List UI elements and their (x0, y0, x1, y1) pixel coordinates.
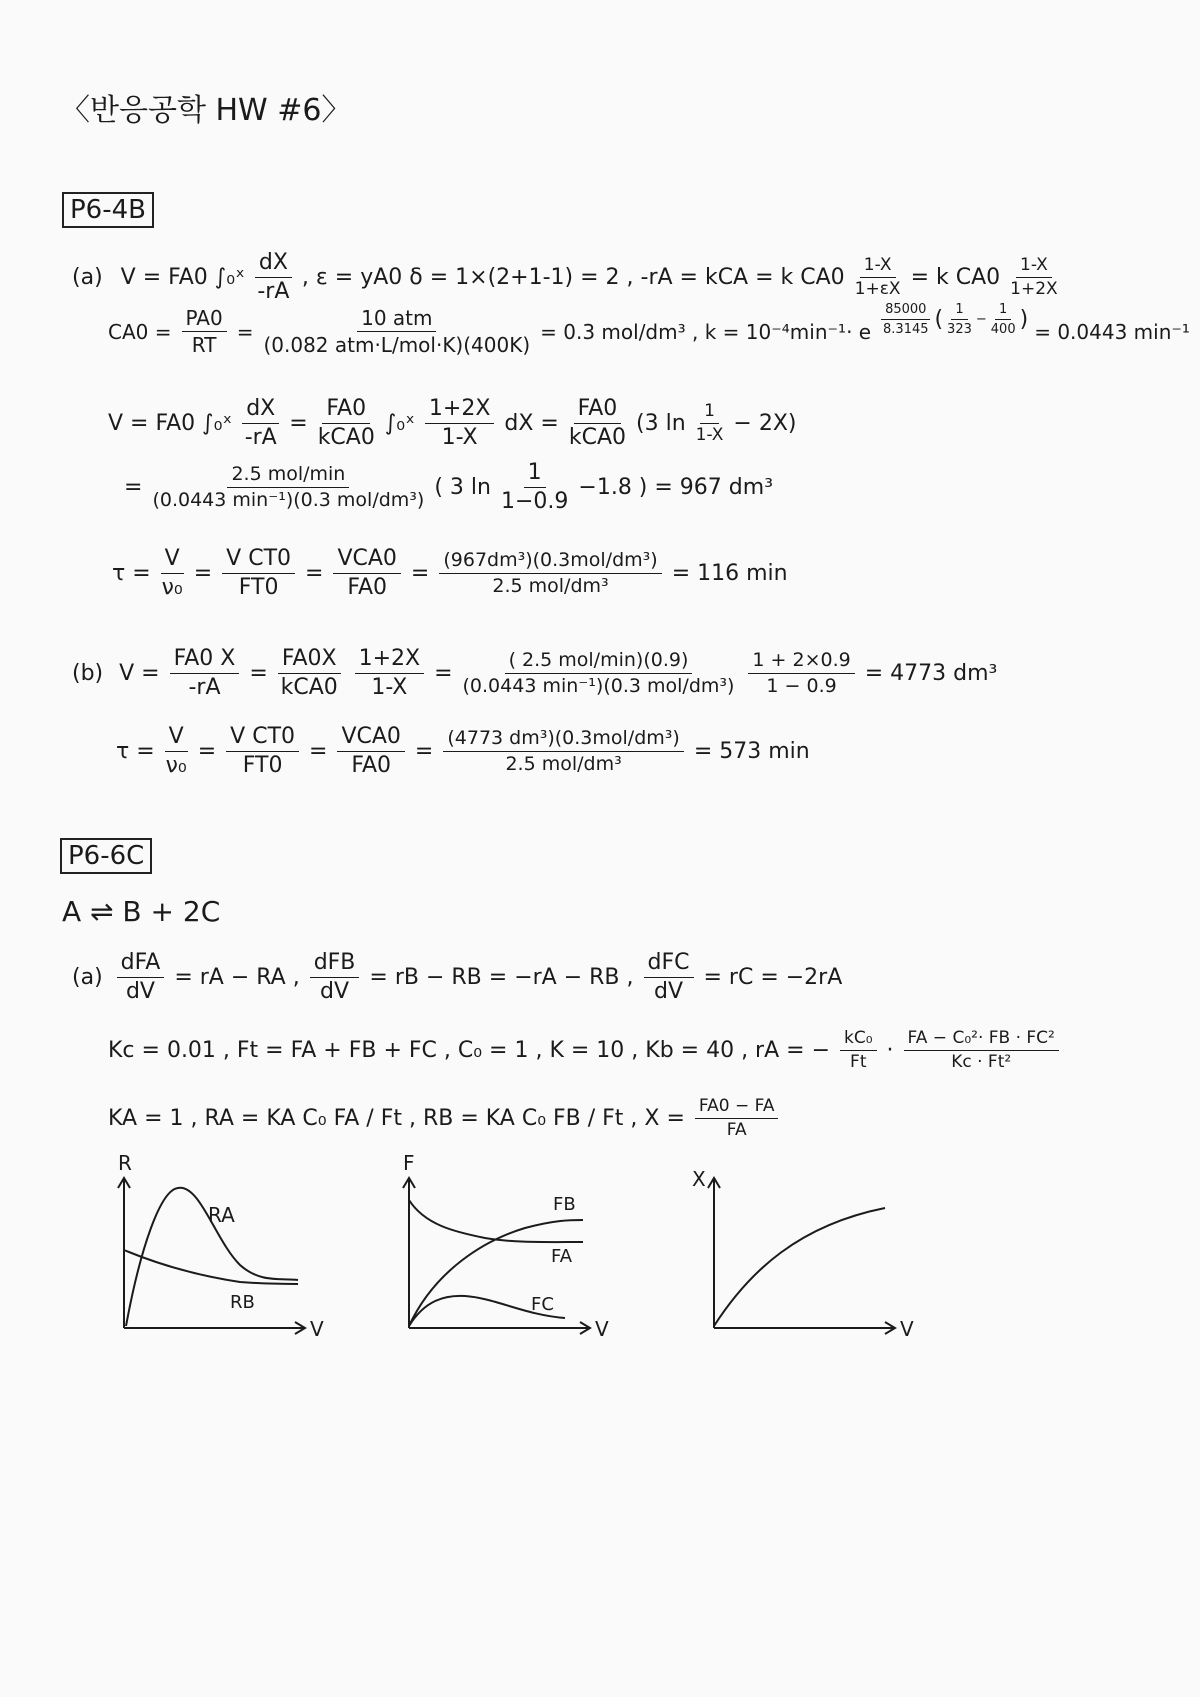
fraction: $\frac{\text{(4773 dm³)(0.3mol/dm³)}}{\text{2.5 mol/dm³}}$ (443, 729, 683, 774)
part-label: (a) (72, 964, 103, 990)
fraction: $\frac{\text{dFA}}{dV}$ (117, 952, 165, 1003)
fraction: $\frac{PA0}{RT}$ (182, 308, 227, 355)
p64a-line4: = $\frac{\text{2.5 mol/min}}{\text{(0.0443 min⁻¹)(0.3 mol/dm³)}}$ ( 3 ln $\frac{1}{1-0.9}$ −1.8 ) = 967 dm³ (124, 460, 774, 514)
curve-x (714, 1208, 885, 1326)
fraction: $\frac{\text{V CT0}}{FT0}$ (226, 726, 299, 777)
fraction: $\frac{\text{(967dm³)(0.3mol/dm³)}}{\text{2.5 mol/dm³}}$ (439, 551, 661, 596)
fraction: $\frac{\text{2.5 mol/min}}{\text{(0.0443 min⁻¹)(0.3 mol/dm³)}}$ (152, 463, 425, 511)
epsilon-expression: , ε = yA0 δ = 1×(2+1-1) = 2 , -rA = kCA = k CA0 (301, 264, 845, 290)
tau-result: = 573 min (693, 738, 810, 764)
p64a-line3: V = FA0 ∫₀ˣ $\frac{dX}{-rA}$ = $\frac{FA0}{\text{kCA0}}$ ∫₀ˣ $\frac{1+2X}{1-X}$ dX = $\frac{FA0}{\text{kCA0}}$ (3 ln $\frac{1}{1-X}$ − 2X) (108, 396, 797, 450)
graph-x-vs-v (690, 1150, 930, 1350)
curve-label-fa: FA (551, 1246, 573, 1267)
fraction: $\frac{dX}{-rA}$ (242, 398, 279, 449)
fraction: $\frac{1 + 2\times 0.9}{1 - 0.9}$ (748, 651, 854, 696)
fraction: $\frac{\text{( 2.5 mol/min)(0.9)}}{\text{(0.0443 min⁻¹)(0.3 mol/dm³)}}$ (462, 649, 735, 697)
x-axis-label: V (900, 1317, 914, 1341)
x-axis-label: V (310, 1317, 324, 1341)
tau-result: = 116 min (671, 560, 788, 586)
ca0-value-and-k: = 0.3 mol/dm³ , k = 10⁻⁴min⁻¹· e (540, 319, 872, 344)
fraction: $\frac{\text{VCA0}}{FA0}$ (333, 548, 400, 599)
volume-result: −1.8 ) = 967 dm³ (578, 474, 774, 500)
fraction: $\frac{FA0}{\text{kCA0}}$ (568, 396, 627, 450)
reaction-equation: A ⇌ B + 2C (62, 895, 221, 928)
problem-label-p6-4b: P6-4B (62, 192, 154, 228)
fraction: $\frac{FA0X}{\text{kCA0}}$ (278, 648, 341, 699)
p64b-line1: (b) V = $\frac{FA0 X}{-rA}$ = $\frac{FA0X}{\text{kCA0}}$ $\frac{1+2X}{1-X}$ = $\frac{\text{( 2.5 mol/min)(0.9)}}{\text{(0.0443 min⁻¹)(0.3 mol/dm³)}}$ $\frac{1 + 2\times 0.9}{1 - 0.9}$ = 4773 dm³ (72, 646, 998, 700)
graph-f-vs-v (385, 1150, 625, 1350)
fraction: $\frac{85000}{8.3145}$ (883, 302, 929, 337)
curve-label-fc: FC (531, 1294, 554, 1315)
x-axis-label: V (595, 1317, 609, 1341)
fraction: $\frac{dX}{-rA}$ (255, 252, 292, 303)
equals-text: = (236, 319, 254, 344)
p64b-line2: τ = $\frac{V}{\text{ν₀}}$ = $\frac{\text{V CT0}}{FT0}$ = $\frac{\text{VCA0}}{FA0}$ = $\frac{\text{(4773 dm³)(0.3mol/dm³)}}{\text{2.5 mol/dm³}}$ = 573 min (116, 724, 810, 778)
fraction: $\frac{1}{1-X}$ (695, 401, 724, 445)
fraction: $\frac{\text{FA − C₀²· FB · FC²}}{\text{Kc · Ft²}}$ (904, 1030, 1059, 1071)
fraction: $\frac{FA0 - FA}{FA}$ (695, 1098, 779, 1139)
rate-definitions: KA = 1 , RA = KA C₀ FA / Ft , RB = KA C₀ FB / Ft , X = (108, 1105, 685, 1131)
fraction: $\frac{1}{1-0.9}$ (500, 460, 569, 514)
fraction: $\frac{\text{10 atm}}{\text{(0.082 atm·L/mol·K)(400K)}}$ (263, 306, 531, 357)
p64a-line1 (72, 252, 1062, 303)
curve-label-ra: RA (208, 1203, 235, 1227)
exponent: $\frac{85000}{8.3145}$ ( $\frac{1}{323}$ − $\frac{1}{400}$ ) (883, 302, 1029, 337)
fraction: $\frac{1-X}{1+2X}$ (1010, 255, 1058, 299)
p64a-line5: τ = $\frac{V}{\text{ν₀}}$ = $\frac{\text{V CT0}}{FT0}$ = $\frac{\text{VCA0}}{FA0}$ = $\frac{\text{(967dm³)(0.3mol/dm³)}}{\text{2.5 mol/dm³}}$ = 116 min (112, 546, 788, 600)
curve-label-fb: FB (553, 1194, 576, 1215)
ca0-lhs: CA0 = (108, 319, 172, 344)
fraction: $\frac{1}{323}$ (947, 302, 972, 337)
curve-fb (409, 1220, 583, 1326)
fraction: $\frac{\text{V CT0}}{FT0}$ (222, 548, 295, 599)
y-axis-label: R (118, 1151, 132, 1175)
p66a-line1: (a) $\frac{\text{dFA}}{dV}$ = rA − RA , $\frac{\text{dFB}}{dV}$ = rB − RB = −rA − RB , $\frac{\text{dFC}}{dV}$ = rC = −2rA (72, 950, 843, 1004)
design-eq-lhs: V = FA0 ∫₀ˣ (120, 264, 245, 290)
fraction: $\frac{V}{\text{ν₀}}$ (161, 546, 183, 600)
graph-r-vs-v (100, 1150, 340, 1350)
part-label: (a) (72, 264, 103, 290)
fraction: $\frac{\text{kC₀}}{Ft}$ (840, 1030, 877, 1071)
fraction: $\frac{\text{dFC}}{dV}$ (644, 952, 694, 1003)
problem-label-p6-6c: P6-6C (60, 838, 152, 874)
equals-text: = k CA0 (910, 264, 1001, 290)
integral-sign: ∫₀ˣ (384, 410, 415, 436)
fraction: $\frac{FA0 X}{-rA}$ (170, 648, 240, 699)
part-label: (b) (72, 660, 104, 686)
p66a-line2: Kc = 0.01 , Ft = FA + FB + FC , C₀ = 1 , K = 10 , Kb = 40 , rA = − $\frac{\text{kC₀}}{Ft}$ · $\frac{\text{FA − C₀²· FB · FC²}}{\text{Kc · Ft²}}$ (108, 1030, 1063, 1071)
fraction: $\frac{1}{400}$ (990, 302, 1016, 337)
constants-text: Kc = 0.01 , Ft = FA + FB + FC , C₀ = 1 , K = 10 , Kb = 40 , rA = − (108, 1037, 831, 1063)
fraction: $\frac{1+2X}{1-X}$ (355, 648, 425, 699)
page-title: 〈반응공학 HW #6〉 (60, 93, 352, 128)
fraction: $\frac{V}{\text{ν₀}}$ (165, 724, 187, 778)
p64a-line2 (108, 302, 1190, 357)
fraction: $\frac{1-X}{1+\varepsilon X}$ (854, 255, 901, 299)
design-eq-lhs: V = FA0 ∫₀ˣ (108, 410, 233, 436)
fraction: $\frac{\text{dFB}}{dV}$ (310, 952, 360, 1003)
k-value: = 0.0443 min⁻¹ (1034, 319, 1190, 344)
volume-result: = 4773 dm³ (864, 660, 998, 686)
curve-label-rb: RB (230, 1292, 255, 1313)
y-axis-label: F (403, 1151, 415, 1175)
p66a-line3 (108, 1098, 782, 1139)
y-axis-label: X (692, 1167, 706, 1191)
fraction: $\frac{\text{VCA0}}{FA0}$ (337, 726, 404, 777)
fraction: $\frac{1+2X}{1-X}$ (425, 398, 495, 449)
fraction: $\frac{FA0}{\text{kCA0}}$ (317, 396, 375, 450)
